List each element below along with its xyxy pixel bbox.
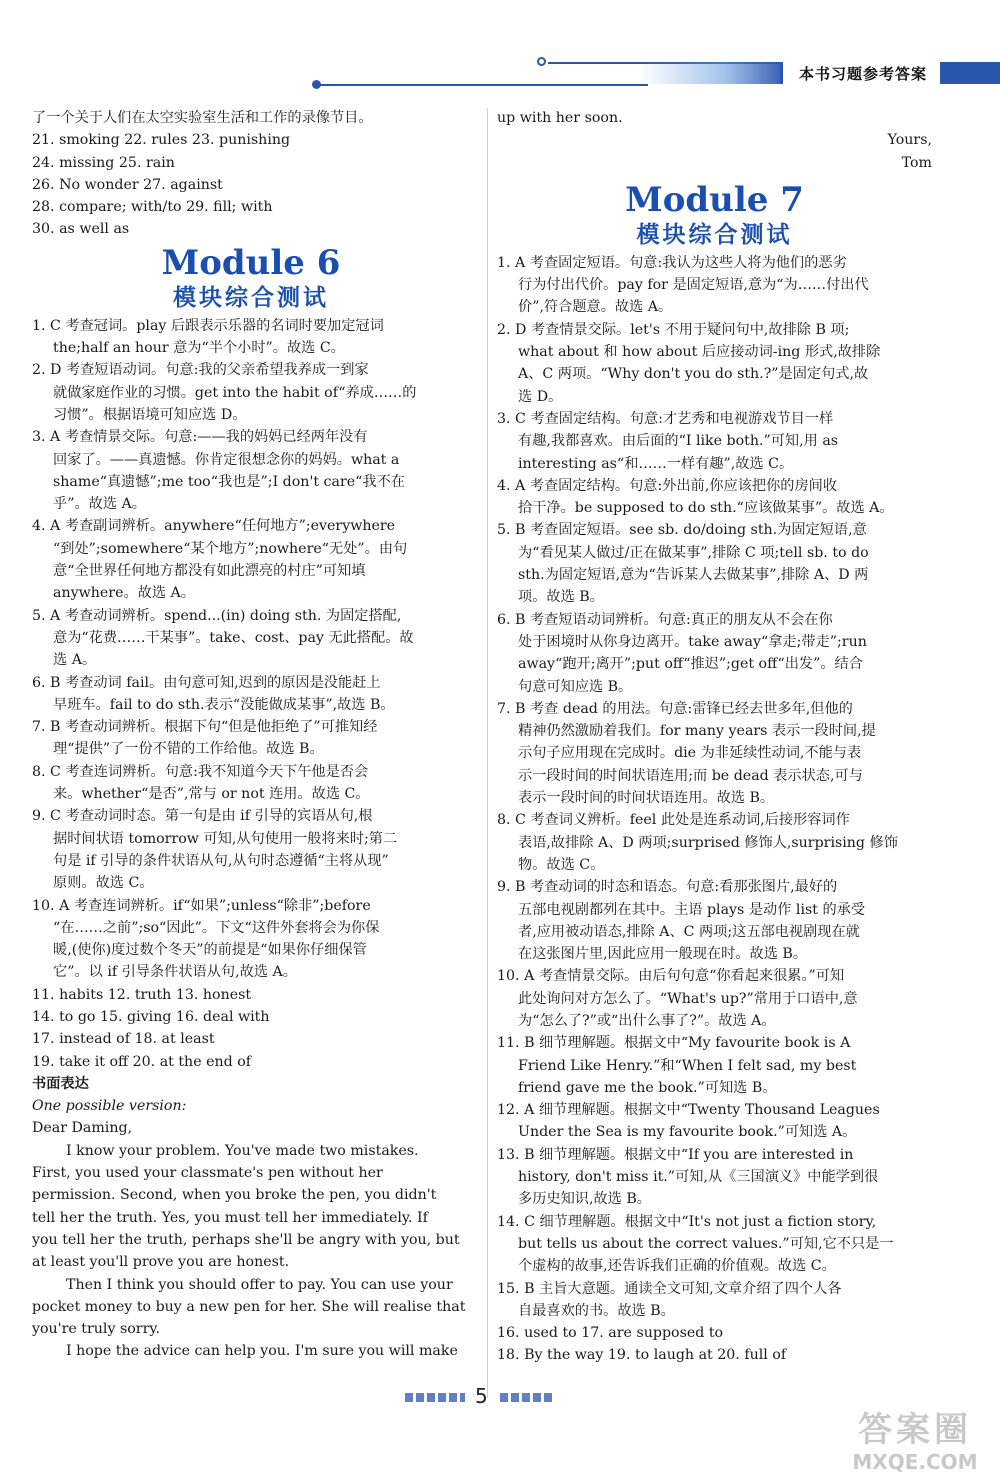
writing-paragraph [32,1274,470,1341]
answer-line: 4. A 考查副词辨析。anywhere“任何地方”;everywhere [32,518,396,535]
answer-line: 1. C 考查冠词。play 后跟表示乐器的名词时要加定冠词 [32,317,384,334]
header-dot [537,57,546,66]
answer-line: “在……之前”;so“因此”。下文“这件外套将会为你保 [53,919,380,936]
answer-line: 早班车。fail to do sth.表示“没能做成某事”,故选 B。 [53,696,395,713]
short-answer-line: 19. take it off 20. at the end of [32,1053,252,1070]
answer-line: 意“全世界任何地方都没有如此漂亮的村庄”可知填 [53,563,366,580]
answer-line: 理“提供”了一份不错的工作给他。故选 B。 [53,741,324,758]
answer-line: 个虚构的故事,还告诉我们正确的价值观。故选 C。 [518,1258,836,1275]
answer-line: 选 D。 [518,388,563,405]
writing-line: pocket money to buy a new pen for her. She will realise that [32,1298,466,1315]
answer-line: 回家了。——真遗憾。你肯定很想念你的妈妈。what a [53,451,400,468]
writing-paragraph [32,1140,470,1274]
answer-line: 13. B 细节理解题。根据文中“If you are interested in [497,1146,854,1163]
left-column [32,107,470,1363]
answer-line: 者,应用被动语态,排除 A、C 两项;这五部电视剧现在就 [518,923,860,940]
answer-line: 11. B 细节理解题。根据文中“My favourite book is A [497,1035,851,1052]
short-answer-line: 16. used to 17. are supposed to [497,1325,724,1342]
header-title: 本书习题参考答案 [780,62,943,84]
header-tail-bar [940,62,1000,84]
footer-deco-left [405,1393,465,1402]
answer-line: shame“真遗憾”;me too“我也是”;I don't care“我不在 [53,473,405,490]
answer-item [497,1144,932,1211]
answer-line: 句意可知应选 B。 [518,678,633,695]
answer-line: 表示一段时间的时间状语连用。故选 B。 [518,790,775,807]
answer-item [497,809,932,876]
watermark-text: 答案圈 [858,1410,972,1450]
answer-item [497,698,932,809]
answer-line: 12. A 细节理解题。根据文中“Twenty Thousand Leagues [497,1102,880,1119]
answer-line: 为“怎么了?”或“出什么事了?”。故选 A。 [518,1012,776,1029]
answer-line: 7. B 考查动词辨析。根据下句“但是他拒绝了”可推知经 [32,719,378,736]
answer-item [32,359,470,426]
answer-line: Under the Sea is my favourite book.”可知选 A。 [518,1124,857,1141]
answer-line: 6. B 考查短语动词辨析。句意:真正的朋友从不会在你 [497,611,833,628]
answer-line: 9. B 考查动词的时态和语态。句意:看那张图片,最好的 [497,879,838,896]
answer-line: 21. smoking 22. rules 23. punishing [32,132,291,149]
answer-item [32,315,470,360]
answer-line: 30. as well as [32,221,130,238]
answer-line: A、C 两项。“Why don't you do sth.?”是固定句式,故 [518,366,869,383]
answer-line: 6. B 考查动词 fail。由句意可知,迟到的原因是没能赶上 [32,674,381,691]
answer-item [32,895,470,984]
module-7-subtitle: 模块综合测试 [636,221,793,248]
answer-line: but tells us about the correct values.”可知,它不只是一 [518,1235,894,1252]
answer-item [32,716,470,761]
module-7-title: Module 7 [625,179,804,220]
answer-line: 选 A。 [53,652,97,669]
writing-line: at least you'll prove you are honest. [32,1254,290,1271]
answer-line: 暖,(使你)度过数个冬天”的前提是“如果你仔细保管 [53,942,367,959]
answer-line: 在这张图片里,因此应用一般现在时。故选 B。 [518,946,808,963]
answer-line: 3. C 考查固定结构。句意:才艺秀和电视游戏节目一样 [497,410,834,427]
writing-line: you're truly sorry. [32,1321,160,1338]
short-answer-line: 18. By the way 19. to laugh at 20. full of [497,1347,787,1364]
answer-line: anywhere。故选 A。 [53,585,195,602]
answer-item [497,252,932,319]
answer-line: 8. C 考查连词辨析。句意:我不知道今天下午他是否会 [32,763,369,780]
answer-line: 五部电视剧都列在其中。主语 plays 是动作 list 的承受 [518,901,866,918]
answer-line: 有趣,我都喜欢。由后面的“I like both.”可知,用 as [518,433,839,450]
answer-line: 10. A 考查连词辨析。if“如果”;unless“除非”;before [32,897,371,914]
answer-line: Friend Like Henry.”和“When I felt sad, my best [518,1057,857,1074]
letter-continuation: up with her soon. [497,110,623,126]
answer-line: 28. compare; with/to 29. fill; with [32,199,273,216]
writing-version: One possible version: [32,1098,187,1115]
answer-item [497,1099,932,1144]
answer-line: 示一段时间的时间状语连用;而 be dead 表示状态,可与 [518,767,863,784]
answer-line: 意为“花费……干某事”。take、cost、pay 无此搭配。故 [53,629,414,646]
answer-item [497,1278,932,1323]
writing-line: you tell her the truth, perhaps she'll be angry with you, but [32,1231,460,1248]
answer-line: 了一个关于人们在太空实验室生活和工作的录像节目。 [32,110,373,126]
watermark-url: MXQE.COM [852,1450,978,1474]
answer-line: sth.为固定短语,意为“告诉某人去做某事”,排除 A、D 两 [518,567,869,584]
footer-deco-right [500,1393,555,1402]
answer-line: 10. A 考查情景交际。由后句句意“你看起来很累。”可知 [497,968,845,985]
answer-line: 项。故选 B。 [518,589,604,606]
answer-item [32,672,470,717]
answer-line: 原则。故选 C。 [53,875,154,892]
answer-line: 示句子应用现在完成时。die 为非延续性动词,不能与表 [518,745,862,762]
writing-paragraph [32,1340,470,1362]
header-rule-lower [318,84,648,86]
writing-line: tell her the truth. Yes, you must tell her immediately. If [32,1209,428,1226]
answer-line: 处于困境时从你身边离开。take away“拿走;带走”;run [518,633,867,650]
answer-line: 26. No wonder 27. against [32,176,223,193]
answer-line: 8. C 考查词义辨析。feel 此处是连系动词,后接形容词作 [497,812,850,829]
module-7-answers [497,252,932,1322]
answer-line: 9. C 考查动词时态。第一句是由 if 引导的宾语从句,根 [32,808,373,825]
writing-line: I hope the advice can help you. I'm sure you will make [66,1343,458,1360]
answer-line: 5. A 考查动词辨析。spend...(in) doing sth. 为固定搭配, [32,607,402,624]
answer-line: 它”。以 if 引导条件状语从句,故选 A。 [53,964,297,981]
letter-signature: Tom [901,154,932,171]
answer-line: 价”,符合题意。故选 A。 [518,299,673,316]
answer-item [497,475,932,520]
watermark-logo [835,1410,995,1480]
answer-line: 乎”。故选 A。 [53,496,146,513]
letter-closing: Yours, [887,132,932,149]
answer-line: 据时间状语 tomorrow 可知,从句使用一般将来时;第二 [53,830,398,847]
header-dot-lower [312,80,321,89]
answer-line: history, don't miss it.”可知,从《三国演义》中能学到很 [518,1169,879,1186]
answer-line: 24. missing 25. rain [32,154,175,171]
answer-item [497,609,932,698]
answer-item [497,1211,932,1278]
answer-item [32,761,470,806]
writing-line: Then I think you should offer to pay. You can use your [66,1276,453,1293]
answer-item [32,805,470,894]
writing-body [32,1140,470,1363]
answer-line: what about 和 how about 后应接动词-ing 形式,故排除 [518,344,881,361]
answer-line: 习惯”。根据语境可知应选 D。 [53,406,247,423]
answer-line: the;half an hour 意为“半个小时”。故选 C。 [53,340,345,357]
column-divider [487,108,488,1398]
answer-line: 为“看见某人做过/正在做某事”,排除 C 项;tell sb. to do [518,544,869,561]
answer-line: 2. D 考查情景交际。let's 不用于疑问句中,故排除 B 项; [497,321,850,338]
short-answer-line: 17. instead of 18. at least [32,1031,215,1048]
answer-line: 15. B 主旨大意题。通读全文可知,文章介绍了四个人各 [497,1280,842,1297]
writing-heading: 书面表达 [32,1075,89,1092]
right-column [497,107,932,1367]
answer-line: 多历史知识,故选 B。 [518,1191,651,1208]
writing-line: First, you used your classmate's pen without her [32,1165,383,1182]
answer-item [497,408,932,475]
answer-line: 1. A 考查固定短语。句意:我认为这些人将为他们的恶劣 [497,254,847,271]
answer-line: 2. D 考查短语动词。句意:我的父亲希望我养成一到家 [32,362,369,379]
answer-line: 表语,故排除 A、D 两项;surprised 修饰人,surprising 修饰 [518,834,898,851]
answer-line: 句是 if 引导的条件状语从句,从句时态遵循“主将从现” [53,852,389,869]
answer-line: 3. A 考查情景交际。句意:——我的妈妈已经两年没有 [32,429,368,446]
answer-line: 4. A 考查固定结构。句意:外出前,你应该把你的房间收 [497,477,838,494]
answer-line: 5. B 考查固定短语。see sb. do/doing sth.为固定短语,意 [497,522,867,539]
answer-line: 7. B 考查 dead 的用法。句意:雷锋已经去世多年,但他的 [497,700,853,717]
answer-item [32,426,470,515]
answer-line: 精神仍然激励着我们。for many years 表示一段时间,提 [518,723,876,740]
header-gradient [640,62,780,84]
answer-line: 物。故选 C。 [518,856,605,873]
answer-line: 就做家庭作业的习惯。get into the habit of“养成……的 [53,384,417,401]
module-6-answers [32,315,470,984]
answer-line: 行为付出代价。pay for 是固定短语,意为“为……付出代 [518,277,869,294]
answer-line: 自最喜欢的书。故选 B。 [518,1302,675,1319]
answer-line: 拾干净。be supposed to do sth.“应该做某事”。故选 A。 [518,500,894,517]
left-top-lines [32,107,470,241]
answer-line: friend gave me the book.”可知选 B。 [518,1079,777,1096]
short-answer-line: 11. habits 12. truth 13. honest [32,986,252,1003]
module-7-short-answers [497,1322,932,1367]
writing-line: permission. Second, when you broke the pen, you didn't [32,1187,437,1204]
writing-greeting: Dear Daming, [32,1120,133,1137]
answer-item [497,519,932,608]
module-6-title: Module 6 [161,242,341,283]
answer-item [497,319,932,408]
module-6-short-answers [32,984,470,1073]
answer-item [497,876,932,965]
writing-line: I know your problem. You've made two mistakes. [66,1142,419,1159]
answer-line: 14. C 细节理解题。根据文中“It's not just a fiction story, [497,1213,877,1230]
answer-line: “到处”;somewhere“某个地方”;nowhere“无处”。由句 [53,540,408,557]
short-answer-line: 14. to go 15. giving 16. deal with [32,1008,270,1025]
page-number: 5 [475,1384,488,1408]
answer-item [32,515,470,604]
answer-item [32,605,470,672]
answer-line: away“跑开;离开”;put off“推迟”;get off“出发”。结合 [518,656,863,673]
answer-item [497,965,932,1032]
answer-item [497,1032,932,1099]
module-6-subtitle: 模块综合测试 [173,284,329,311]
answer-line: interesting as“和……一样有趣”,故选 C。 [518,455,794,472]
answer-line: 此处询问对方怎么了。“What's up?”常用于口语中,意 [518,990,858,1007]
answer-line: 来。whether“是否”,常与 or not 连用。故选 C。 [53,786,370,803]
